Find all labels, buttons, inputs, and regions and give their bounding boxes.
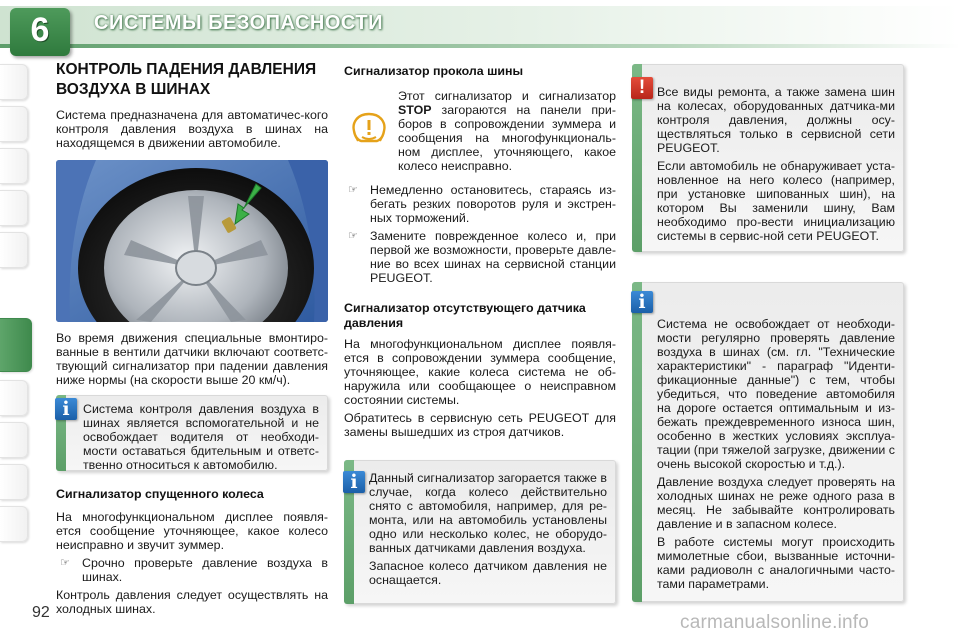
side-tab-6-active[interactable] bbox=[0, 318, 32, 372]
section-heading bbox=[56, 60, 328, 100]
warning-box-repair bbox=[632, 64, 904, 252]
column-left bbox=[56, 60, 328, 620]
info-text-1: Система не освобождает от необходи-мости регулярно проверять давление воздуха в шинах (см. гл. "Технические характеристики" - параграф "Иденти-фикационные данные") с тем, чтобы убедиться, что поведение автомобиля на дороге остается оптимальным и из-бежать преждевременного износа шин, особенно в жестких условиях эксплуа-тации (при тяжелой загрузке, движении с очень высокой скоростью и т.д.). bbox=[657, 317, 895, 471]
check-bullet-icon: ☞ bbox=[60, 557, 70, 569]
info-icon: i bbox=[55, 398, 77, 420]
info-text-2: Давление воздуха следует проверять на холодных шинах не реже одного раза в месяц. Не забывайте контролировать давление и в запасном колесе. bbox=[657, 475, 895, 531]
info-box-text-1: Данный сигнализатор загорается также в случае, когда колесо действительно снято с автомобиля, например, для ре-монта, или на автомобиль установлены одно или несколько колес, не оборудо-ванных датчиками давления воздуха. bbox=[369, 471, 607, 555]
page-number: 92 bbox=[32, 604, 50, 621]
chapter-number: 6 bbox=[30, 11, 50, 49]
info-icon: i bbox=[343, 471, 365, 493]
info-box-removed-wheel bbox=[344, 460, 616, 604]
bullet-replace-wheel bbox=[344, 229, 616, 285]
flat-tire-subheading: Сигнализатор спущенного колеса bbox=[56, 487, 264, 501]
service-paragraph: Обратитесь в сервисную сеть PEUGEOT для замены вышедших из строя датчиков. bbox=[344, 411, 616, 439]
side-tab-7[interactable] bbox=[0, 380, 28, 416]
header-underline bbox=[0, 44, 960, 48]
side-tab-9[interactable] bbox=[0, 464, 28, 500]
side-tab-2[interactable] bbox=[0, 106, 28, 142]
sensor-paragraph: Во время движения специальные вмонтиро-ванные в вентили датчики включают соответс-твующий сигнализатор при падении давления ниже нормы (на скорости выше 20 км/ч). bbox=[56, 331, 328, 387]
stop-label: STOP bbox=[398, 103, 432, 117]
check-bullet-icon: ☞ bbox=[348, 184, 358, 196]
info-box-assistive bbox=[56, 395, 328, 471]
tire-illustration bbox=[56, 160, 328, 322]
check-bullet-icon: ☞ bbox=[348, 230, 358, 242]
chapter-title: СИСТЕМЫ БЕЗОПАСНОСТИ bbox=[94, 12, 383, 34]
tire-warning-icon bbox=[350, 111, 388, 143]
info-icon: i bbox=[631, 291, 653, 313]
side-tab-5[interactable] bbox=[0, 232, 28, 268]
side-tab-8[interactable] bbox=[0, 422, 28, 458]
bullet-text: Немедленно остановитесь, стараясь из-бегать резких поворотов руля и экстрен-ных торможений. bbox=[370, 183, 616, 225]
side-tab-3[interactable] bbox=[0, 148, 28, 184]
puncture-block bbox=[344, 89, 616, 173]
flat-tire-paragraph: На многофункциональном дисплее появля-ется сообщение уточняющее, какое колесо неисправно и звучит зуммер. bbox=[56, 510, 328, 552]
missing-sensor-heading-line1: Сигнализатор отсутствующего датчика bbox=[344, 301, 586, 315]
side-tab-1[interactable] bbox=[0, 64, 28, 100]
warning-icon: ! bbox=[631, 77, 653, 99]
bullet-stop-now bbox=[344, 183, 616, 225]
warning-text-2: Если автомобиль не обнаруживает уста-новленное на него колесо (например, при установке шипованных шин), на котором Вы заменили шину, Вам необходимо про-вести инициализацию системы в сервис-ной сети PEUGEOT. bbox=[657, 159, 895, 243]
cold-tire-paragraph: Контроль давления следует осуществлять на холодных шинах. bbox=[56, 588, 328, 616]
intro-paragraph: Система предназначена для автоматичес-кого контроля давления воздуха в шинах на находящемся в движении автомобиле. bbox=[56, 108, 328, 150]
section-heading-line1: КОНТРОЛЬ ПАДЕНИЯ ДАВЛЕНИЯ bbox=[56, 61, 317, 78]
page-header bbox=[0, 0, 960, 52]
section-heading-line2: ВОЗДУХА В ШИНАХ bbox=[56, 81, 211, 98]
missing-sensor-paragraph: На многофункциональном дисплее появля-ется в сопровождении зуммера сообщение, уточняющее, какие колеса система не об-наружила или сообщающее о неисправном состоянии системы. bbox=[344, 337, 616, 407]
info-box-accent bbox=[632, 282, 642, 602]
puncture-text-prefix: Этот сигнализатор и сигнализатор bbox=[398, 89, 616, 103]
puncture-subheading: Сигнализатор прокола шины bbox=[344, 64, 524, 78]
side-tab-10[interactable] bbox=[0, 506, 28, 542]
bullet-text: Замените поврежденное колесо и, при первой же возможности, проверьте давле-ние во всех шинах на сервисной станции PEUGEOT. bbox=[370, 229, 616, 285]
bullet-check-pressure bbox=[56, 556, 328, 584]
warning-text-1: Все виды ремонта, а также замена шин на колесах, оборудованных датчика-ми контроля давления, должны осу-ществляться только в сервисной сети PEUGEOT. bbox=[657, 85, 895, 155]
tire-valve-photo bbox=[56, 160, 328, 322]
info-text-3: В работе системы могут происходить мимолетные сбои, вызванные источни-ками радиоволн с аналогичными часто-тами параметрами. bbox=[657, 535, 895, 591]
watermark: carmanualsonline.info bbox=[680, 612, 870, 633]
info-box-text: Система контроля давления воздуха в шинах является вспомогательной и не освобождает водителя от необходи-мости оставаться бдительным и ответс-твенно относиться к автомобилю. bbox=[83, 402, 319, 472]
info-box-text-2: Запасное колесо датчиком давления не оснащается. bbox=[369, 559, 607, 587]
puncture-paragraph bbox=[398, 89, 616, 173]
puncture-text-rest: загораются на панели при-боров в сопровождении зуммера и сообщения на многофункциональ-ном дисплее, уточняющего, какое колесо неисправно. bbox=[398, 103, 616, 173]
info-box-regular-check bbox=[632, 282, 904, 602]
missing-sensor-subheading bbox=[344, 301, 616, 331]
bullet-text: Срочно проверьте давление воздуха в шинах. bbox=[82, 556, 328, 584]
missing-sensor-heading-line2: давления bbox=[344, 316, 404, 330]
column-middle bbox=[344, 60, 616, 587]
side-tab-4[interactable] bbox=[0, 190, 28, 226]
